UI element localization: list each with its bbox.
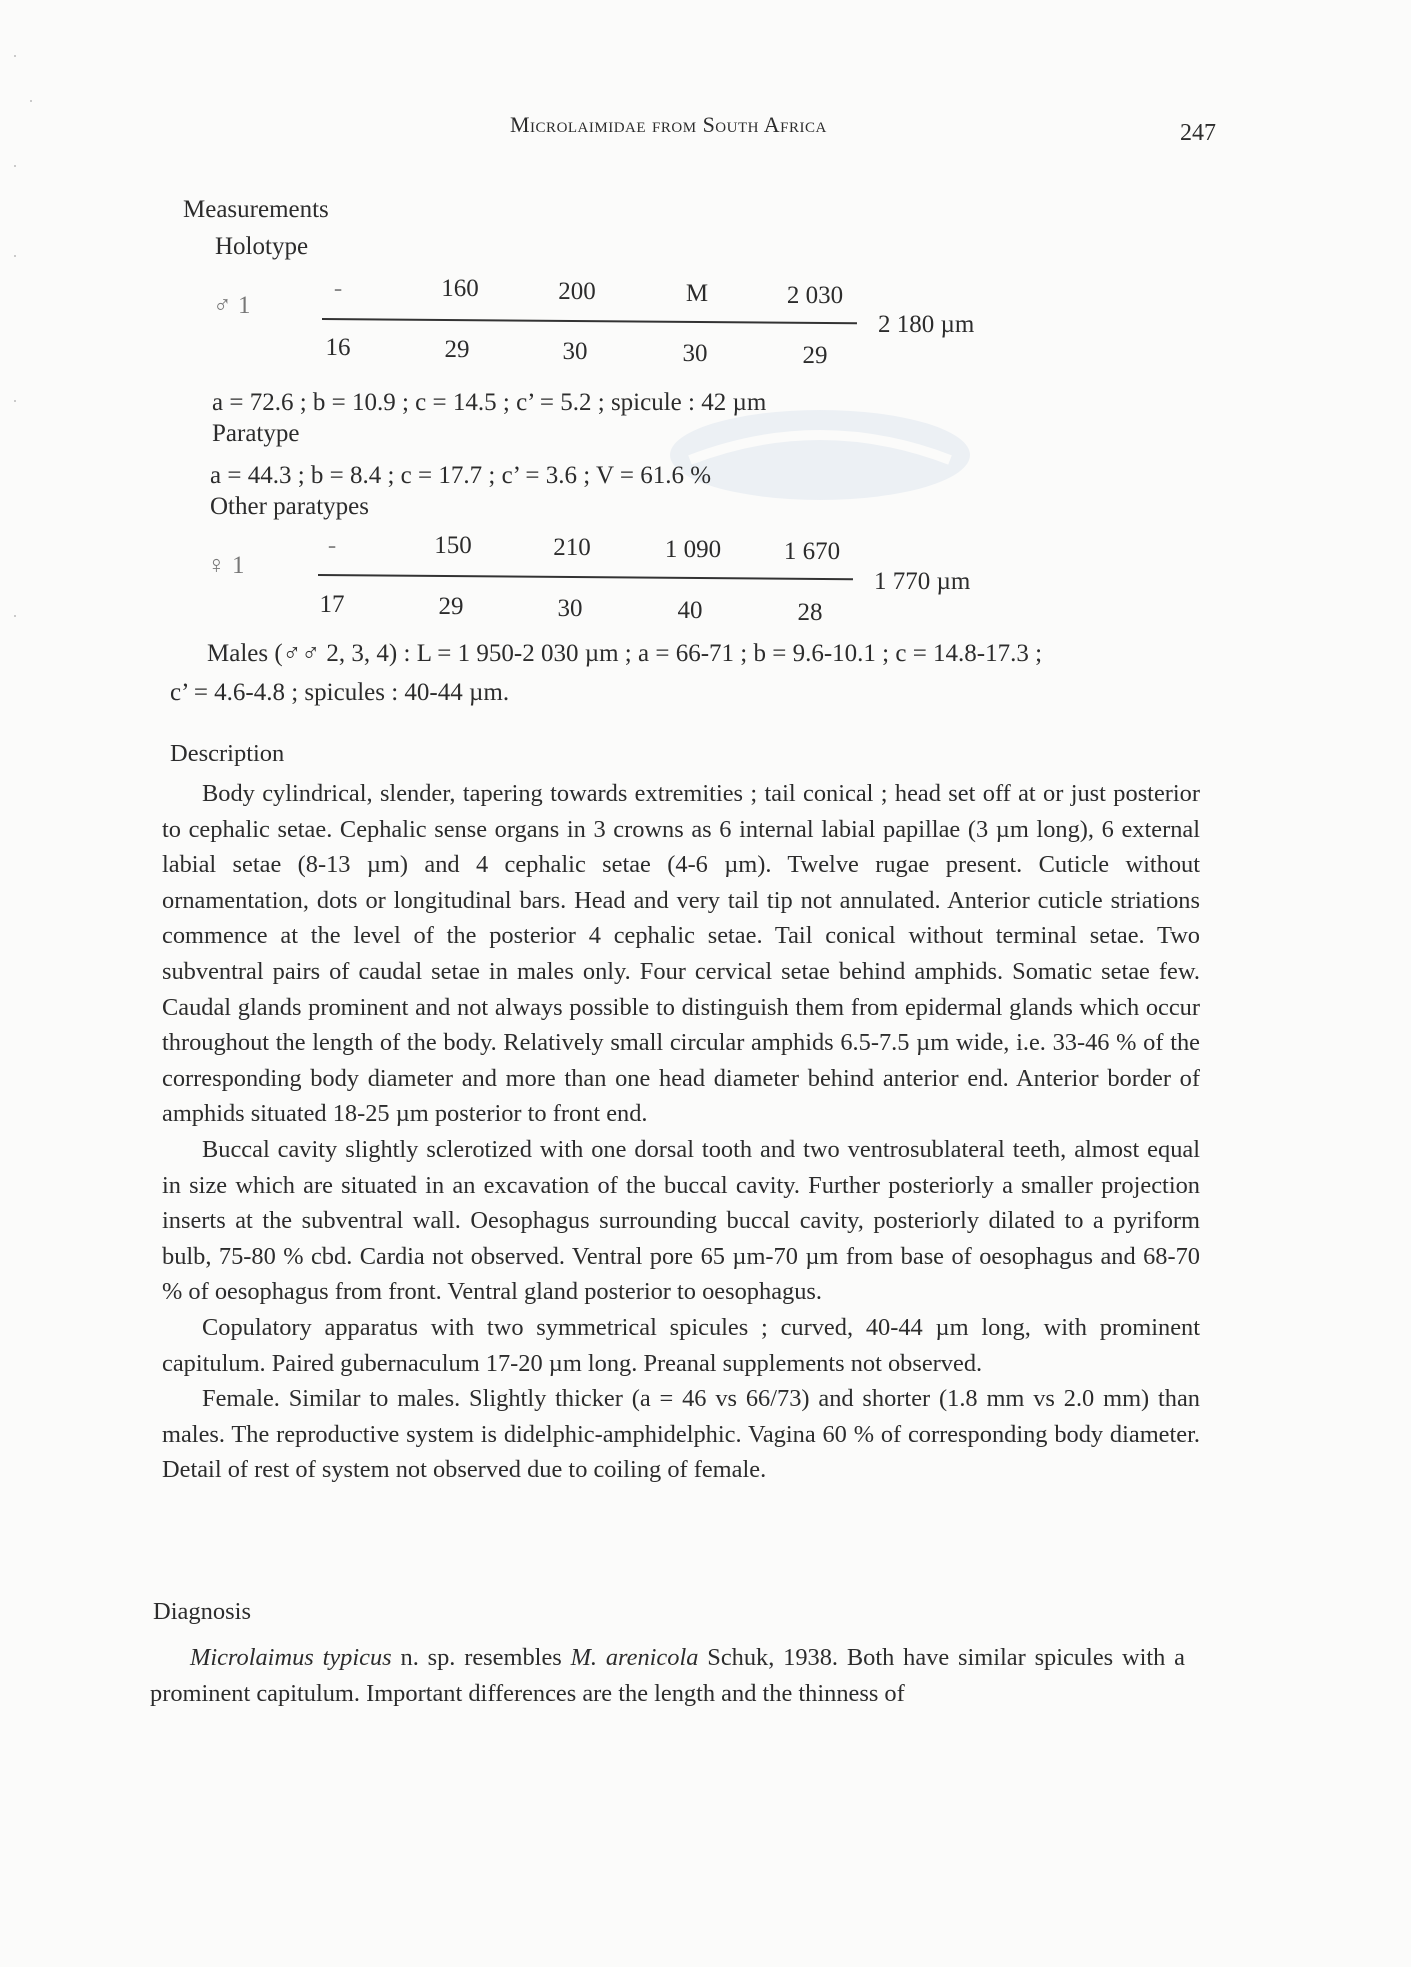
formula-value: 160	[441, 275, 479, 302]
species-name: Microlaimus typicus	[190, 1644, 392, 1671]
formula-rule	[322, 318, 857, 324]
scan-speck	[14, 400, 16, 402]
description-paragraph: Body cylindrical, slender, tapering towards extremities ; tail conical ; head set off at or just posterior to cephalic setae. Cephalic sense organs in 3 crowns as 6 internal labial papillae (3 µm long), 6 external labial setae (8-13 µm) and 4 cephalic setae (4-6 µm). Twelve rugae present. Cuticle without ornamentation, dots or longitudinal bars. Head and very tail tip not annulated. Anterior cuticle striations commence at the level of the posterior 4 cephalic setae. Tail conical without terminal setae. Two subventral pairs of caudal setae in males only. Four cervical setae behind amphids. Somatic setae few. Caudal glands prominent and not always possible to distinguish them from epidermal glands which occur throughout the length of the body. Relatively small circular amphids 6.5-7.5 µm wide, i.e. 33-46 % of the corresponding body diameter and more than one head diameter behind anterior end. Anterior border of amphids situated 18-25 µm posterior to front end.	[162, 780, 1200, 1128]
formula-value: 2 030	[786, 282, 844, 309]
scan-speck	[14, 165, 16, 167]
formula-value: 30	[557, 595, 583, 622]
running-title: Microlaimidae from South Africa	[510, 112, 827, 137]
scan-speck	[14, 615, 16, 617]
diagnosis-text: n. sp. resembles	[391, 1644, 571, 1671]
scan-speck	[14, 255, 16, 257]
holotype-total: 2 180 µm	[878, 311, 975, 338]
males-summary-line2: c’ = 4.6-4.8 ; spicules : 40-44 µm.	[170, 679, 510, 706]
measurements-heading: Measurements	[183, 196, 329, 223]
males-summary-line1: Males (♂♂ 2, 3, 4) : L = 1 950-2 030 µm ; a = 66-71 ; b = 9.6-10.1 ; c = 14.8-17.3 ;	[207, 640, 1043, 667]
scan-speck	[30, 100, 32, 102]
formula-value: 40	[677, 597, 703, 624]
paratype-sex: ♀ 1	[207, 552, 245, 579]
description-heading: Description	[170, 740, 285, 767]
formula-value: -	[327, 532, 337, 559]
formula-value: 17	[319, 591, 345, 618]
formula-value: 1 670	[783, 538, 841, 565]
formula-value: 30	[562, 338, 588, 365]
formula-value: M	[685, 280, 709, 307]
diagnosis-paragraph	[150, 1640, 1185, 1711]
paratype-label: Paratype	[212, 420, 300, 447]
formula-value: 16	[325, 334, 351, 361]
formula-value: 150	[434, 532, 472, 559]
other-paratypes-label: Other paratypes	[210, 493, 369, 520]
compared-species-name: M. arenicola	[570, 1644, 699, 1671]
diagnosis-text: Schuk, 1938. Both have similar spicules with a prominent capitulum. Important differences are the length and the thinness of	[150, 1644, 1185, 1707]
description-paragraph: Copulatory apparatus with two symmetrical spicules ; curved, 40-44 µm long, with prominent capitulum. Paired gubernaculum 17-20 µm long. Preanal supplements not observed.	[162, 1313, 1200, 1377]
formula-value: 30	[682, 340, 708, 367]
holotype-label: Holotype	[215, 233, 309, 260]
diagnosis-heading: Diagnosis	[153, 1598, 251, 1625]
holotype-ratios: a = 72.6 ; b = 10.9 ; c = 14.5 ; c’ = 5.2 ; spicule : 42 µm	[212, 389, 767, 416]
formula-value: 29	[438, 593, 464, 620]
description-paragraph: Female. Similar to males. Slightly thicker (a = 46 vs 66/73) and shorter (1.8 mm vs 2.0 mm) than males. The reproductive system is didelphic-amphidelphic. Vagina 60 % of corresponding body diameter. Detail of rest of system not observed due to coiling of female.	[162, 1385, 1200, 1484]
formula-rule	[318, 574, 853, 580]
formula-value: 1 090	[664, 536, 722, 563]
paratype-ratios: a = 44.3 ; b = 8.4 ; c = 17.7 ; c’ = 3.6 ; V = 61.6 %	[210, 462, 712, 489]
paratype-total: 1 770 µm	[874, 568, 971, 595]
description-body	[162, 776, 1200, 1488]
scan-speck	[14, 55, 16, 57]
formula-value: 29	[802, 342, 828, 369]
formula-value: 200	[558, 278, 596, 305]
formula-value: 210	[553, 534, 591, 561]
formula-value: -	[333, 275, 343, 302]
page-number: 247	[1180, 120, 1216, 146]
formula-value: 28	[797, 599, 823, 626]
holotype-sex: ♂ 1	[213, 292, 251, 319]
formula-value: 29	[444, 336, 470, 363]
diagnosis-body	[150, 1640, 1185, 1711]
description-paragraph: Buccal cavity slightly sclerotized with one dorsal tooth and two ventrosublateral teeth, almost equal in size which are situated in an excavation of the buccal cavity. Further posteriorly a smaller projection inserts at the subventral wall. Oesophagus surrounding buccal cavity, posteriorly dilated to a pyriform bulb, 75-80 % cbd. Cardia not observed. Ventral pore 65 µm-70 µm from base of oesophagus and 68-70 % of oesophagus from front. Ventral gland posterior to oesophagus.	[162, 1135, 1200, 1306]
